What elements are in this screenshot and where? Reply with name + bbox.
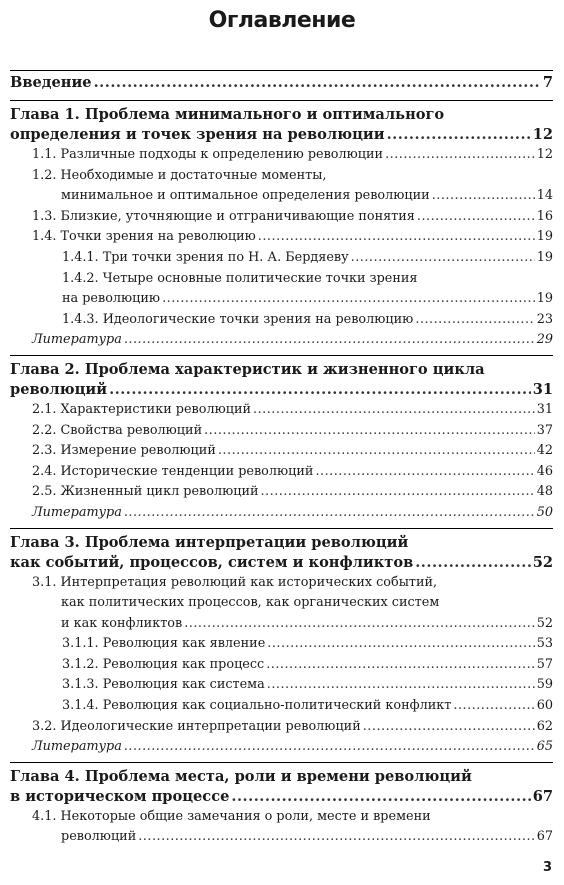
dot-leader <box>124 330 535 351</box>
toc-entry-title: Литература <box>32 504 122 520</box>
toc-line <box>62 634 553 655</box>
table-of-contents <box>10 70 553 848</box>
dot-leader <box>94 73 541 93</box>
toc-entry-section[interactable] <box>10 207 553 228</box>
toc-page-number: 37 <box>536 422 553 438</box>
toc-entry-title: Глава 2. Проблема характеристик и жизненного цикла <box>10 360 485 378</box>
toc-entry-title: революций <box>61 829 137 845</box>
toc-line <box>62 675 553 696</box>
toc-entry-title: 1.1. Различные подходы к определению революции <box>32 147 384 162</box>
toc-line <box>32 482 553 503</box>
toc-page-number: 67 <box>532 787 553 805</box>
toc-page-number: 46 <box>536 463 553 479</box>
toc-entry-title: Глава 3. Проблема интерпретации революций <box>10 533 409 551</box>
toc-entry-title: 2.1. Характеристики революций <box>32 401 252 417</box>
dot-leader <box>184 614 535 635</box>
toc-line <box>10 360 553 380</box>
toc-line <box>10 553 553 573</box>
toc-line <box>10 125 553 145</box>
dot-leader <box>162 289 535 310</box>
toc-entry-section[interactable] <box>10 227 553 248</box>
dot-leader <box>385 145 535 166</box>
toc-page-number: 16 <box>536 208 553 224</box>
toc-line <box>10 73 553 93</box>
toc-entry-section[interactable] <box>10 421 553 442</box>
toc-page-number: 48 <box>536 484 553 500</box>
dot-leader <box>351 248 535 269</box>
toc-entry-title: минимальное и оптимальное определения революции <box>61 188 430 204</box>
toc-entry-section[interactable] <box>10 573 553 635</box>
toc-entry-title: как политических процессов, как органических систем <box>61 595 440 611</box>
toc-entry-section[interactable] <box>10 807 553 848</box>
toc-line <box>10 380 553 400</box>
toc-line <box>62 289 553 310</box>
toc-page-number: 31 <box>532 380 553 398</box>
toc-entry-section[interactable] <box>10 462 553 483</box>
toc-entry-title: революций <box>10 380 108 398</box>
page-title: Оглавление <box>208 8 356 33</box>
toc-entry-title: 3.2. Идеологические интерпретации революций <box>32 718 361 734</box>
toc-page-number: 29 <box>536 332 553 348</box>
toc-line <box>62 248 553 269</box>
toc-page-number: 52 <box>532 553 553 571</box>
toc-line <box>32 145 553 166</box>
toc-entry-literature[interactable] <box>10 737 553 758</box>
toc-entry-title: Введение <box>10 74 92 91</box>
toc-entry-title: 3.1.3. Революция как система <box>62 677 265 693</box>
toc-line <box>32 421 553 442</box>
toc-page-number: 23 <box>536 311 553 327</box>
toc-entry-title: 2.2. Свойства революций <box>32 422 203 438</box>
toc-line <box>32 462 553 483</box>
dot-leader <box>204 421 535 442</box>
toc-page-number: 57 <box>536 656 553 672</box>
toc-entry-literature[interactable] <box>10 330 553 351</box>
toc-entry-title: 3.1.2. Революция как процесс <box>62 656 265 672</box>
toc-entry-section[interactable] <box>10 717 553 738</box>
toc-entry-section[interactable] <box>10 482 553 503</box>
toc-line <box>62 655 553 676</box>
toc-line <box>32 227 553 248</box>
toc-line <box>62 269 553 290</box>
toc-entry-section[interactable] <box>10 400 553 421</box>
toc-entry-subsubsection[interactable] <box>10 310 553 331</box>
dot-leader <box>266 655 534 676</box>
dot-leader <box>387 125 531 145</box>
dot-leader <box>267 634 534 655</box>
toc-entry-title: 3.1.4. Революция как социально-политический конфликт <box>62 698 452 714</box>
toc-entry-title: как событий, процессов, систем и конфликтов <box>10 553 414 571</box>
toc-entry-title: 2.3. Измерение революций <box>32 443 216 459</box>
toc-line <box>62 310 553 331</box>
toc-page-number: 19 <box>536 291 553 307</box>
page-number: 3 <box>542 860 552 875</box>
toc-entry-title: 1.4.1. Три точки зрения по Н. А. Бердяеву <box>62 249 349 265</box>
dot-leader <box>417 207 535 228</box>
dot-leader <box>453 696 534 717</box>
toc-entry-title: определения и точек зрения на революции <box>10 126 385 143</box>
toc-entry-title: 1.4. Точки зрения на революцию <box>32 229 256 245</box>
toc-page-number: 59 <box>536 677 553 693</box>
toc-entry-section[interactable] <box>10 145 553 166</box>
dot-leader <box>124 503 535 524</box>
toc-entry-title: в историческом процессе <box>10 787 230 805</box>
toc-line <box>32 166 553 187</box>
toc-entry-title: 1.2. Необходимые и достаточные моменты, <box>32 167 327 183</box>
toc-entry-subsubsection[interactable] <box>10 675 553 696</box>
toc-entry-title: 3.1. Интерпретация революций как исторических событий, <box>32 574 438 590</box>
toc-line <box>32 330 553 351</box>
toc-entry-subsubsection[interactable] <box>10 696 553 717</box>
toc-entry-title: Глава 1. Проблема минимального и оптимального <box>10 106 445 123</box>
toc-line <box>32 807 553 828</box>
toc-page-number: 12 <box>536 147 553 162</box>
toc-entry-title: 2.4. Исторические тенденции революций <box>32 463 314 479</box>
toc-entry-section[interactable] <box>10 441 553 462</box>
toc-page-number: 7 <box>542 74 553 91</box>
toc-entry-title: 3.1.1. Революция как явление <box>62 636 266 652</box>
toc-line <box>32 207 553 228</box>
toc-entry-title: 1.4.2. Четыре основные политические точки зрения <box>62 270 418 286</box>
toc-entry-subsubsection[interactable] <box>10 655 553 676</box>
toc-entry-subsubsection[interactable] <box>10 634 553 655</box>
toc-page-number: 53 <box>536 636 553 652</box>
toc-entry-chapter[interactable] <box>10 101 553 145</box>
toc-page-number: 12 <box>532 126 553 143</box>
toc-entry-subsubsection[interactable] <box>10 269 553 310</box>
toc-entry-section[interactable] <box>10 166 553 207</box>
toc-page-number: 50 <box>536 504 553 520</box>
toc-entry-title: Литература <box>32 332 122 348</box>
dot-leader <box>415 553 530 573</box>
toc-page-number: 19 <box>536 249 553 265</box>
dot-leader <box>415 310 534 331</box>
dot-leader <box>218 441 535 462</box>
toc-entry-intro[interactable] <box>10 71 553 95</box>
dot-leader <box>267 675 535 696</box>
toc-line <box>10 787 553 807</box>
toc-line <box>32 717 553 738</box>
toc-line <box>32 441 553 462</box>
dot-leader <box>109 380 531 400</box>
dot-leader <box>432 186 535 207</box>
toc-page-number: 42 <box>536 443 553 459</box>
toc-entry-chapter[interactable] <box>10 356 553 400</box>
toc-entry-title: на революцию <box>62 291 161 307</box>
toc-entry-title: 2.5. Жизненный цикл революций <box>32 484 259 500</box>
toc-line <box>10 767 553 787</box>
toc-entry-title: Литература <box>32 739 122 755</box>
toc-page-number: 14 <box>536 188 553 204</box>
toc-entry-title: Глава 4. Проблема места, роли и времени революций <box>10 767 472 785</box>
toc-line <box>10 533 553 553</box>
toc-entry-chapter[interactable] <box>10 763 553 807</box>
dot-leader <box>253 400 535 421</box>
toc-entry-literature[interactable] <box>10 503 553 524</box>
toc-page-number: 65 <box>536 739 553 755</box>
toc-line <box>32 573 553 594</box>
toc-entry-chapter[interactable] <box>10 529 553 573</box>
toc-page-number: 52 <box>536 615 553 631</box>
dot-leader <box>231 787 530 807</box>
dot-leader <box>258 227 535 248</box>
toc-entry-subsubsection[interactable] <box>10 248 553 269</box>
dot-leader <box>138 827 534 848</box>
toc-page-number: 31 <box>536 401 553 417</box>
toc-line <box>32 400 553 421</box>
toc-line <box>32 737 553 758</box>
toc-entry-title: 1.3. Близкие, уточняющие и отграничивающие понятия <box>32 208 415 224</box>
toc-line <box>62 696 553 717</box>
toc-line <box>32 186 553 207</box>
toc-line <box>32 503 553 524</box>
toc-page-number: 19 <box>536 229 553 245</box>
toc-page-number: 67 <box>536 829 553 845</box>
dot-leader <box>261 482 535 503</box>
toc-line <box>32 614 553 635</box>
dot-leader <box>124 737 535 758</box>
toc-entry-title: и как конфликтов <box>61 615 183 631</box>
toc-entry-title: 4.1. Некоторые общие замечания о роли, месте и времени <box>32 808 431 824</box>
toc-line <box>32 593 553 614</box>
toc-line <box>32 827 553 848</box>
dot-leader <box>363 717 535 738</box>
toc-page-number: 62 <box>536 718 553 734</box>
toc-line <box>10 105 553 125</box>
dot-leader <box>315 462 534 483</box>
toc-entry-title: 1.4.3. Идеологические точки зрения на революцию <box>62 311 414 327</box>
toc-page-number: 60 <box>536 698 553 714</box>
